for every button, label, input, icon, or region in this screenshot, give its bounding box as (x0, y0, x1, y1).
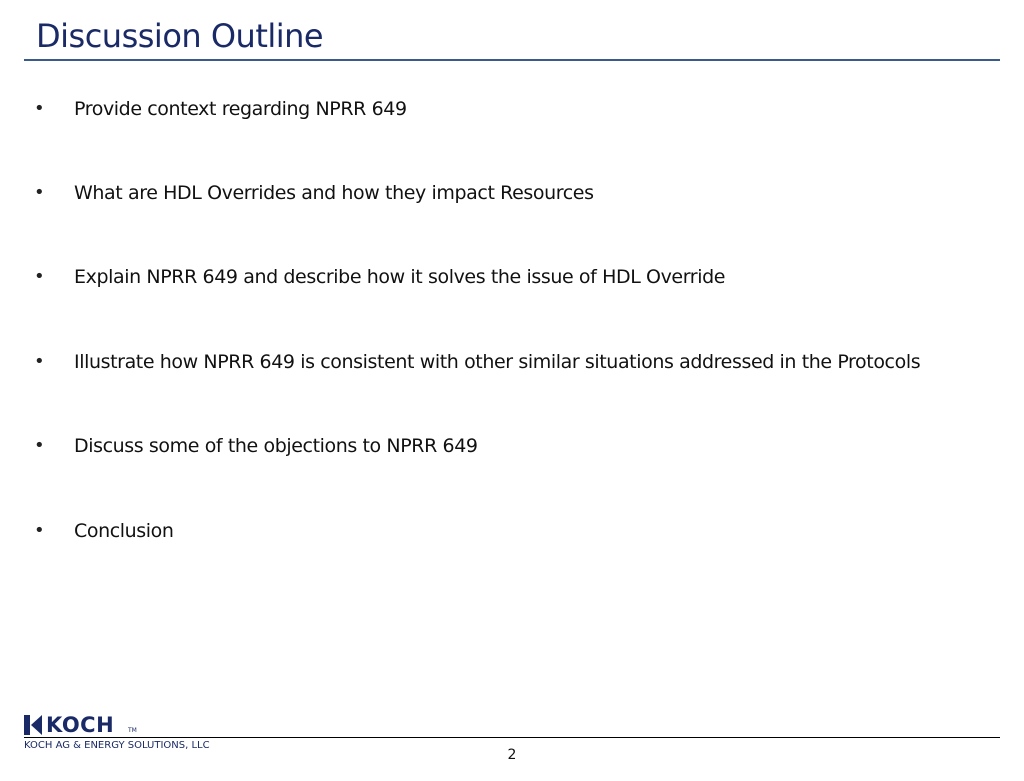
bullet-text: Illustrate how NPRR 649 is consistent with other similar situations addressed in the Protocols (74, 351, 921, 373)
bullet-item (0, 516, 1000, 546)
bullet-text: Explain NPRR 649 and describe how it solves the issue of HDL Override (74, 266, 726, 288)
bullet-text: What are HDL Overrides and how they impact Resources (74, 182, 594, 204)
title-divider (24, 59, 1000, 61)
bullet-item (0, 94, 1000, 124)
company-name: KOCH AG & ENERGY SOLUTIONS, LLC (24, 740, 210, 751)
bullet-text: Provide context regarding NPRR 649 (74, 98, 407, 120)
koch-logo-mark-icon (24, 715, 44, 735)
bullet-icon: • (34, 520, 45, 541)
logo-trademark: TM (128, 727, 137, 734)
bullet-text: Discuss some of the objections to NPRR 649 (74, 435, 478, 457)
bullet-icon: • (34, 98, 45, 119)
bullet-item (0, 262, 1000, 292)
bullet-icon: • (34, 435, 45, 456)
bullet-item (0, 178, 1000, 208)
bullet-text: Conclusion (74, 520, 174, 542)
page-number: 2 (507, 747, 517, 763)
logo-wordmark: KOCH (46, 713, 115, 737)
bullet-item (0, 431, 1000, 461)
bullet-icon: • (34, 351, 45, 372)
slide-title: Discussion Outline (36, 17, 324, 55)
bullet-icon: • (34, 182, 45, 203)
bullet-item (0, 347, 1000, 377)
koch-logo (24, 713, 144, 737)
bullet-icon: • (34, 266, 45, 287)
footer-divider (24, 737, 1000, 738)
